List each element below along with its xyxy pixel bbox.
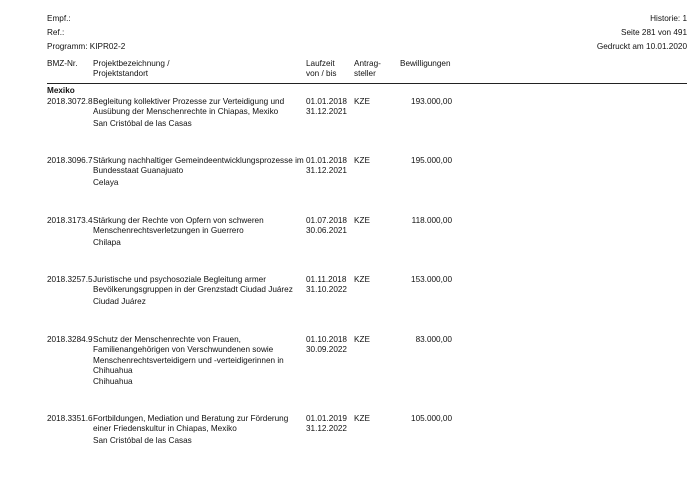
- column-header-approvals-text: Bewilligungen: [400, 59, 451, 68]
- project-duration: [306, 414, 347, 435]
- applicant: KZE: [354, 335, 370, 344]
- column-header-bmz-text: BMZ-Nr.: [47, 59, 78, 68]
- end-date: 30.06.2021: [306, 226, 347, 236]
- project-number: 2018.3257.5: [47, 275, 93, 284]
- column-header-duration: [306, 59, 337, 80]
- approved-amount: 195.000,00: [411, 156, 452, 165]
- reference-label: Ref.:: [47, 28, 65, 37]
- project-number: 2018.3072.8: [47, 97, 93, 106]
- country-heading: Mexiko: [47, 86, 75, 95]
- column-header-applicant-line2: steller: [354, 69, 376, 79]
- end-date: 31.10.2022: [306, 285, 347, 295]
- applicant: KZE: [354, 414, 370, 423]
- applicant: KZE: [354, 156, 370, 165]
- approved-amount: 193.000,00: [411, 97, 452, 106]
- project-title: Begleitung kollektiver Prozesse zur Verteidigung und Ausübung der Menschenrechte in Chiapas, Mexiko: [93, 97, 285, 117]
- header-divider: [47, 83, 687, 84]
- start-date: 01.11.2018: [306, 275, 347, 284]
- end-date: 31.12.2022: [306, 424, 347, 434]
- applicant: KZE: [354, 216, 370, 225]
- applicant: KZE: [354, 97, 370, 106]
- column-header-project-line2: Projektstandort: [93, 69, 149, 79]
- approved-amount: 118.000,00: [411, 216, 452, 225]
- start-date: 01.07.2018: [306, 216, 347, 225]
- start-date: 01.01.2018: [306, 97, 347, 106]
- page-number: Seite 281 von 491: [620, 28, 687, 37]
- end-date: 30.09.2022: [306, 345, 347, 355]
- approved-amount: 153.000,00: [411, 275, 452, 284]
- project-duration: [306, 156, 347, 177]
- history-label: Historie: 1: [650, 14, 687, 23]
- approved-amount: 83.000,00: [415, 335, 452, 344]
- project-number: 2018.3096.7: [47, 156, 93, 165]
- column-header-bmz: [47, 59, 77, 69]
- column-header-applicant-line1: Antrag-: [354, 59, 381, 68]
- project-location: San Cristóbal de las Casas: [93, 436, 192, 445]
- project-title: Stärkung der Rechte von Opfern von schweren Menschenrechtsverletzungen in Guerrero: [93, 216, 264, 236]
- project-title: Juristische und psychosoziale Begleitung armer Bevölkerungsgruppen in der Grenzstadt Ciudad Juárez: [93, 275, 293, 295]
- column-header-project-line1: Projektbezeichnung /: [93, 59, 170, 68]
- project-location: Celaya: [93, 178, 119, 187]
- project-duration: [306, 216, 347, 237]
- column-header-duration-line1: Laufzeit: [306, 59, 335, 68]
- project-title: Stärkung nachhaltiger Gemeindeentwicklungsprozesse im Bundesstaat Guanajuato: [93, 156, 304, 176]
- start-date: 01.10.2018: [306, 335, 347, 344]
- project-duration: [306, 275, 347, 296]
- column-header-duration-line2: von / bis: [306, 69, 337, 79]
- project-location: Ciudad Juárez: [93, 297, 146, 306]
- project-title: Fortbildungen, Mediation und Beratung zur Förderung einer Friedenskultur in Chiapas, Mexiko: [93, 414, 289, 434]
- start-date: 01.01.2019: [306, 414, 347, 423]
- project-location: Chihuahua: [93, 377, 133, 386]
- project-duration: [306, 97, 347, 118]
- recipient-label: Empf.:: [47, 14, 71, 23]
- print-date: Gedruckt am 10.01.2020: [596, 42, 687, 51]
- project-location: San Cristóbal de las Casas: [93, 119, 192, 128]
- project-number: 2018.3284.9: [47, 335, 93, 344]
- column-header-approvals: [400, 59, 451, 69]
- column-header-project: [93, 59, 169, 80]
- start-date: 01.01.2018: [306, 156, 347, 165]
- approved-amount: 105.000,00: [411, 414, 452, 423]
- project-duration: [306, 335, 347, 356]
- program-label: Programm: KIPR02-2: [47, 42, 126, 51]
- applicant: KZE: [354, 275, 370, 284]
- project-number: 2018.3351.6: [47, 414, 93, 423]
- project-location: Chilapa: [93, 238, 121, 247]
- end-date: 31.12.2021: [306, 166, 347, 176]
- end-date: 31.12.2021: [306, 107, 347, 117]
- project-number: 2018.3173.4: [47, 216, 93, 225]
- column-header-applicant: [354, 59, 381, 80]
- project-title: Schutz der Menschenrechte von Frauen, Familienangehörigen von Verschwundenen sowie Menschenrechtsverteidigern und -verteidigerinnen in Chihuahua: [93, 335, 284, 376]
